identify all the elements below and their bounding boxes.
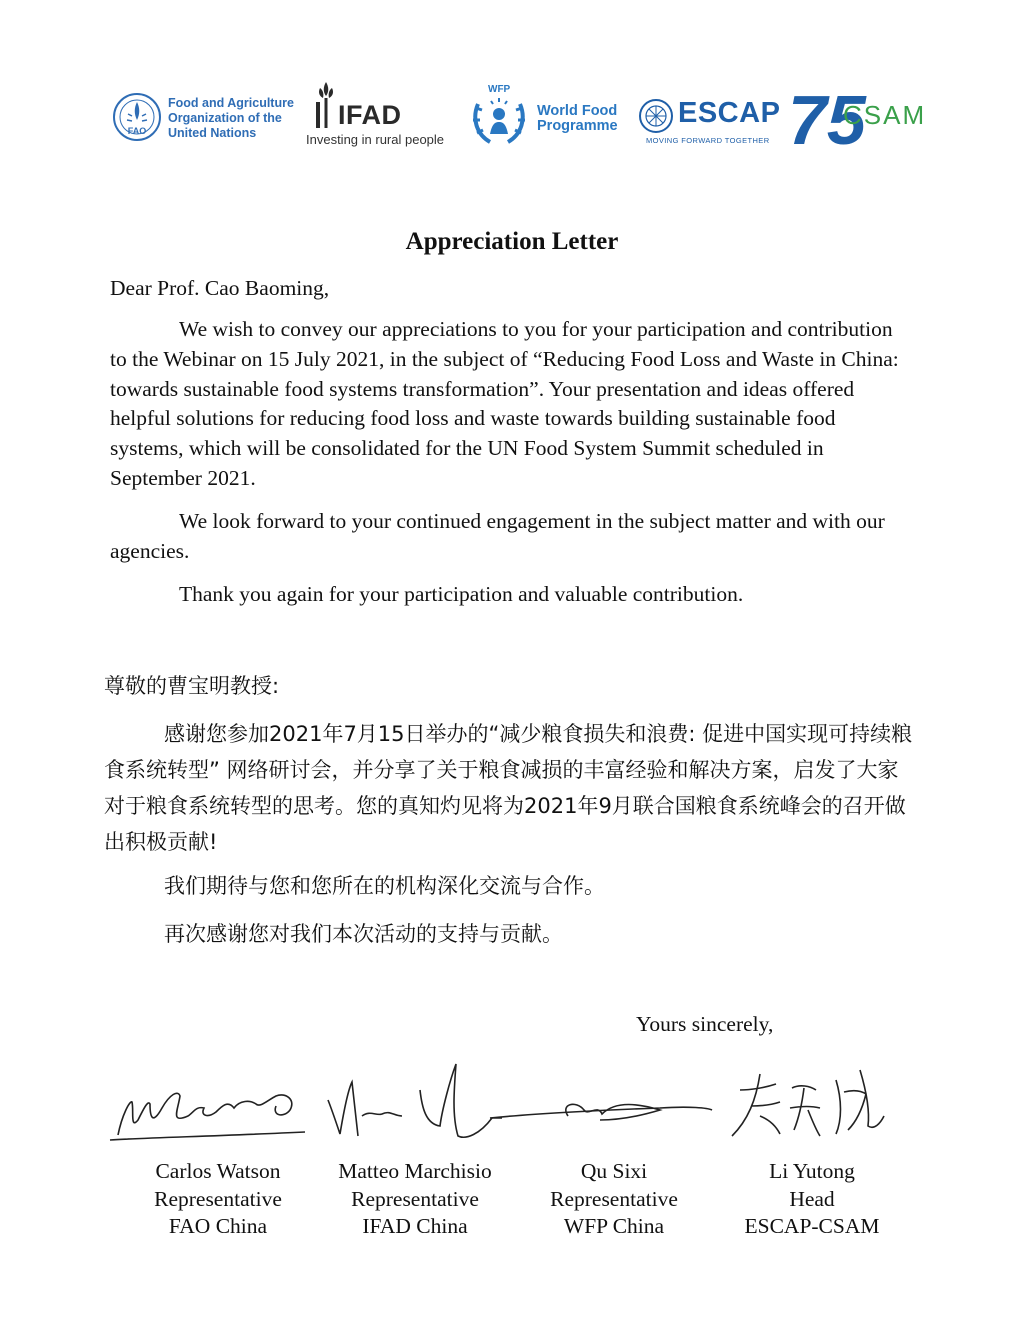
paragraph-3-text: Thank you again for your participation and valuable contribution. — [179, 582, 744, 606]
signature-1 — [110, 1093, 305, 1140]
signature-4 — [732, 1070, 884, 1136]
zh-paragraph-1 — [104, 716, 914, 860]
escap-name: ESCAP — [678, 97, 781, 129]
signatory-4-name: Li Yutong — [769, 1159, 855, 1183]
escap-motto: MOVING FORWARD TOGETHER — [646, 136, 770, 145]
signatory-4-org: ESCAP-CSAM — [744, 1214, 880, 1238]
un-emblem-icon — [638, 98, 674, 134]
signatory-1-name: Carlos Watson — [155, 1159, 281, 1183]
wfp-abbr: WFP — [488, 84, 511, 95]
fao-logo — [108, 70, 298, 160]
csam-name: CSAM — [843, 100, 927, 130]
signatory-3-name: Qu Sixi — [580, 1159, 648, 1183]
signatory-2 — [325, 1158, 505, 1241]
ifad-name: IFAD — [338, 100, 402, 130]
closing: Yours sincerely, — [636, 1012, 774, 1036]
paragraph-1-text: We wish to convey our appreciations to you for your participation and contribution to the Webinar on 15 July 2021, in the subject of “Reducing Food Loss and Waste in China: towards sustainable food systems transformation”. Your presentation and ideas offered helpful solutions for reducing food loss and waste towards building sustainable food systems, which will be consolidated for the UN Food System Summit scheduled in September 2021. — [110, 317, 899, 490]
wfp-name — [537, 104, 618, 134]
wfp-logo — [466, 70, 626, 160]
signatory-3-title: Representative — [550, 1186, 678, 1211]
signatory-1-title: Representative — [154, 1186, 282, 1211]
signatory-1-org: FAO China — [168, 1214, 268, 1238]
paragraph-3 — [110, 580, 910, 610]
paragraph-1 — [110, 315, 910, 494]
signature-3 — [490, 1104, 712, 1120]
letter-title: Appreciation Letter — [405, 228, 619, 255]
signatory-2-title: Representative — [351, 1186, 479, 1211]
paragraph-2 — [110, 507, 910, 567]
zh-paragraph-2 — [104, 868, 914, 904]
escap-logo — [638, 70, 928, 160]
fao-name — [168, 96, 294, 141]
signatory-3-org: WFP China — [563, 1214, 665, 1238]
logo-band — [108, 70, 928, 160]
zh-greeting: 尊敬的曹宝明教授: — [104, 674, 280, 698]
zh-paragraph-1-text: 感谢您参加2021年7月15日举办的“减少粮食损失和浪费: 促进中国实现可持续粮食系统转型” 网络研讨会，并分享了关于粮食减损的丰富经验和解决方案，启发了大家对于粮食系统转型的思考。您的真知灼见将为2021年9月联合国粮食系统峰会的召开做出积极贡献! — [104, 722, 913, 854]
signatory-1 — [128, 1158, 308, 1241]
ifad-logo — [306, 70, 456, 160]
signatory-4 — [722, 1158, 902, 1241]
zh-paragraph-2-text: 我们期待与您和您所在的机构深化交流与合作。 — [164, 874, 605, 898]
escap-anniversary: 75 — [788, 81, 866, 154]
signatory-3 — [524, 1158, 704, 1241]
signatory-2-org: IFAD China — [362, 1214, 468, 1238]
fao-emblem-icon — [112, 92, 162, 142]
wfp-name-line1: World Food — [537, 103, 618, 119]
paragraph-2-text: We look forward to your continued engagement in the subject matter and with our agencies. — [110, 509, 885, 563]
ifad-tagline: Investing in rural people — [306, 132, 445, 147]
fao-emblem-text: FAO — [127, 126, 147, 136]
zh-paragraph-3 — [104, 916, 914, 952]
signature-2 — [328, 1064, 502, 1137]
zh-paragraph-3-text: 再次感谢您对我们本次活动的支持与贡献。 — [164, 922, 563, 946]
fao-name-line1: Food and Agriculture — [168, 96, 294, 110]
fao-name-line2: Organization of the — [168, 111, 282, 125]
wfp-name-line2: Programme — [537, 118, 618, 134]
signatory-2-name: Matteo Marchisio — [338, 1159, 492, 1183]
greeting: Dear Prof. Cao Baoming, — [110, 276, 330, 300]
signatory-4-title: Head — [789, 1186, 835, 1211]
signatures — [100, 1060, 900, 1160]
fao-name-line3: United Nations — [168, 126, 257, 140]
